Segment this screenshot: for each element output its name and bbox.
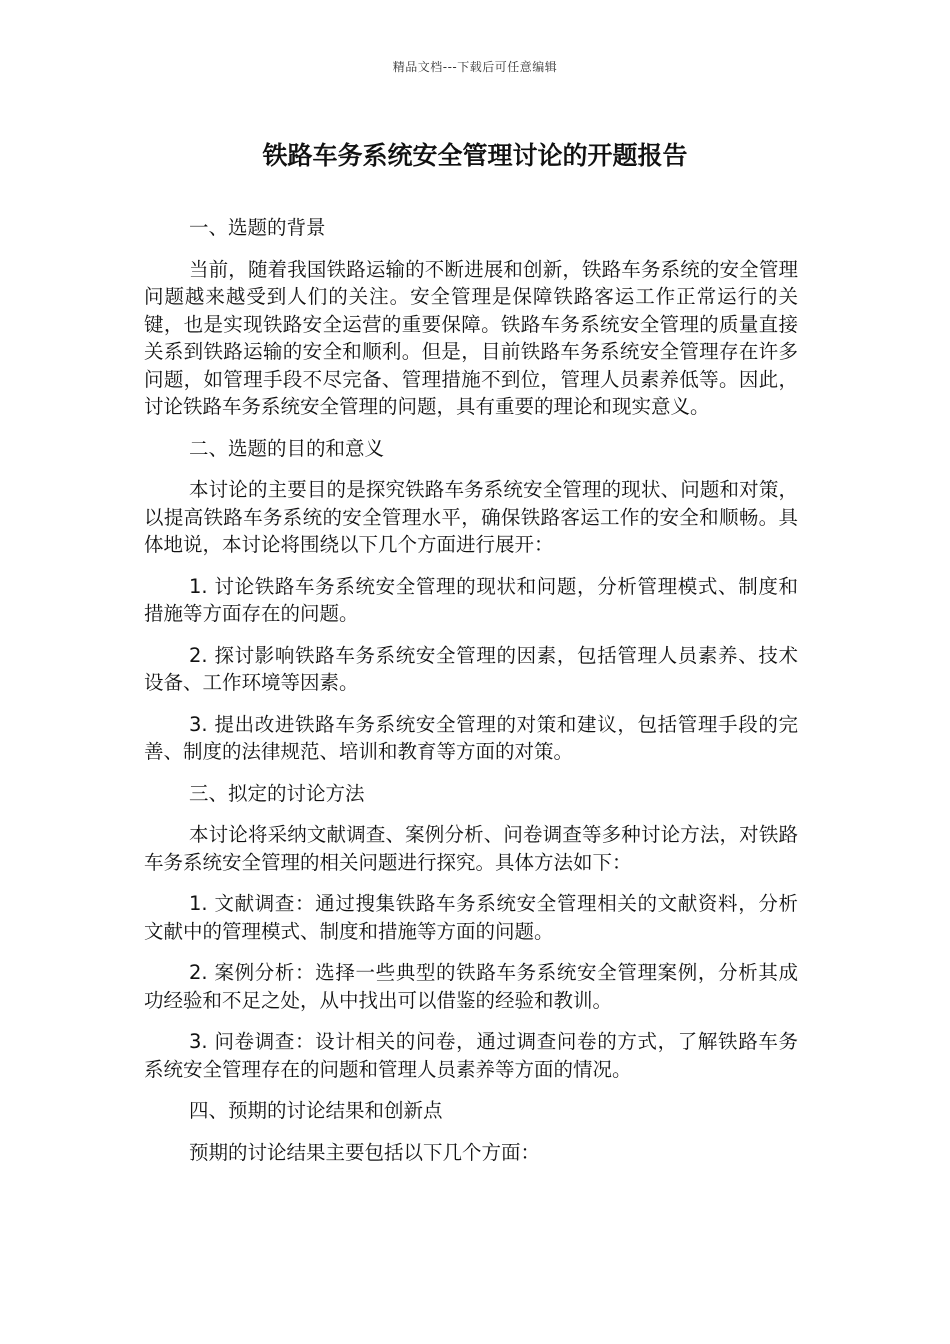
section-heading-purpose: 二、选题的目的和意义 xyxy=(189,436,385,460)
section-heading-background: 一、选题的背景 xyxy=(189,216,326,239)
paragraph-purpose: 本讨论的主要目的是探究铁路车务系统安全管理的现状、问题和对策，以提高铁路车务系统的安全管理水平，确保铁路客运工作的安全和顺畅。具体地说，本讨论将围绕以下几个方面进行展开： xyxy=(144,478,798,556)
section-heading-method: 三、拟定的讨论方法 xyxy=(189,781,365,805)
paragraph-method: 本讨论将采纳文献调查、案例分析、问卷调查等多种讨论方法，对铁路车务系统安全管理的相关问题进行探究。具体方法如下： xyxy=(144,823,798,874)
list-item-method-3: 3. 问卷调查：设计相关的问卷，通过调查问卷的方式，了解铁路车务系统安全管理存在的问题和管理人员素养等方面的情况。 xyxy=(144,1030,798,1081)
header-note: 精品文档---下载后可任意编辑 xyxy=(392,60,558,74)
list-item-method-2: 2. 案例分析：选择一些典型的铁路车务系统安全管理案例，分析其成功经验和不足之处，从中找出可以借鉴的经验和教训。 xyxy=(144,961,798,1012)
document-title: 铁路车务系统安全管理讨论的开题报告 xyxy=(262,141,688,170)
list-item-purpose-3: 3. 提出改进铁路车务系统安全管理的对策和建议，包括管理手段的完善、制度的法律规范、培训和教育等方面的对策。 xyxy=(144,712,798,763)
section-heading-results: 四、预期的讨论结果和创新点 xyxy=(189,1099,443,1122)
paragraph-background: 当前，随着我国铁路运输的不断进展和创新，铁路车务系统的安全管理问题越来越受到人们的关注。安全管理是保障铁路客运工作正常运行的关键，也是实现铁路安全运营的重要保障。铁路车务系统安全管理的质量直接关系到铁路运输的安全和顺利。但是，目前铁路车务系统安全管理存在许多问题，如管理手段不尽完备、管理措施不到位，管理人员素养低等。因此，讨论铁路车务系统安全管理的问题，具有重要的理论和现实意义。 xyxy=(144,257,798,418)
paragraph-results: 预期的讨论结果主要包括以下几个方面： xyxy=(189,1140,541,1164)
list-item-purpose-1: 1. 讨论铁路车务系统安全管理的现状和问题，分析管理模式、制度和措施等方面存在的问题。 xyxy=(144,574,798,625)
document-body xyxy=(144,214,798,1180)
list-item-method-1: 1. 文献调查：通过搜集铁路车务系统安全管理相关的文献资料，分析文献中的管理模式、制度和措施等方面的问题。 xyxy=(144,892,798,943)
list-item-purpose-2: 2. 探讨影响铁路车务系统安全管理的因素，包括管理人员素养、技术设备、工作环境等因素。 xyxy=(144,643,798,694)
